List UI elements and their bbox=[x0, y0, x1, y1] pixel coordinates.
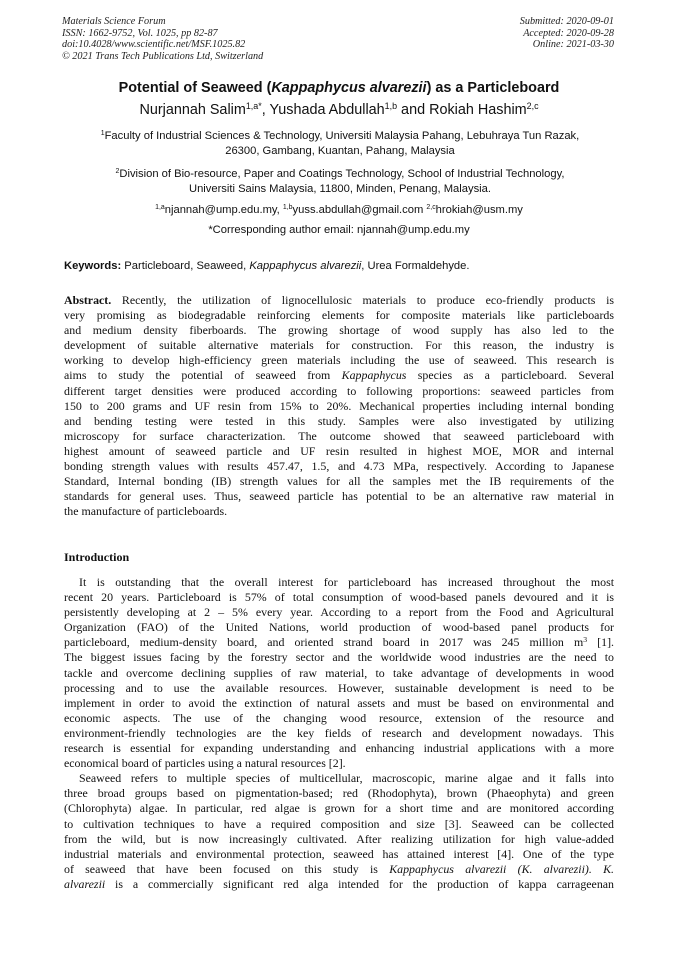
affiliation-2 bbox=[60, 167, 620, 197]
paper-title bbox=[0, 80, 678, 96]
paragraph-line: research is essential for expanding understanding and enhancing industrial applications with a more bbox=[64, 741, 614, 756]
paragraph-line: economical board of particles using a natural resources [2]. bbox=[64, 756, 346, 771]
paragraph-line: from the wild, but is now increasingly cultivated. After realizing utilization for high value-added bbox=[64, 831, 614, 846]
author-separator: and bbox=[397, 102, 430, 118]
affiliation-sup: 1 bbox=[100, 130, 105, 138]
abstract-label: Abstract. bbox=[64, 293, 112, 307]
paragraph-text: of seaweed that have been focused on this study is bbox=[64, 861, 390, 876]
paragraph-line: three broad groups based on pigmentation-based; red (Rhodophyta), brown (Phaeophyta) and green bbox=[64, 786, 614, 801]
email-address[interactable]: yuss.abdullah@gmail.com bbox=[292, 204, 427, 216]
abstract-line: different target densities were produced according to following proportions: seaweed particles from bbox=[64, 383, 614, 398]
email-sup: 1,b bbox=[282, 204, 293, 212]
email-sup: 2,c bbox=[426, 204, 436, 212]
abstract-line: and bending testing were tested in this study. Samples were also investigated by utilizing bbox=[64, 413, 614, 428]
abstract-text: species as a particleboard. Several bbox=[406, 368, 615, 383]
keywords-text: Particleboard, Seaweed, bbox=[121, 260, 250, 272]
paragraph-line: to cultivation techniques to have a required composition and size [3]. Seaweed can be collected bbox=[64, 816, 614, 831]
citation: [1]. bbox=[587, 635, 614, 650]
abstract bbox=[64, 293, 614, 519]
affiliation-1 bbox=[60, 129, 620, 159]
paragraph-line: implement in order to avoid the extinction of natural assets and must be based on environmental and bbox=[64, 695, 614, 710]
keywords-label: Keywords: bbox=[64, 260, 122, 272]
paragraph-line: (Chlorophyta) algae. In particular, red algae is grown for a short time and are monitored according bbox=[64, 801, 614, 816]
paragraph-line: recent 20 years. Particleboard is 57% of total consumption of wood-based panels devoured and it is bbox=[64, 590, 614, 605]
paragraph-line: It is outstanding that the overall interest for particleboard has increased throughout the most bbox=[79, 575, 614, 589]
journal-info bbox=[62, 16, 263, 62]
abstract-line: standards for general uses. Thus, seaweed particle has potential to be an alternative raw material in bbox=[64, 489, 614, 504]
paragraph-text: particleboard, medium-density board, and oriented strand board in 2017 was 245 million m bbox=[64, 635, 584, 650]
author-name: Rokiah Hashim bbox=[429, 102, 527, 118]
paragraph-line bbox=[64, 862, 614, 877]
email-address[interactable]: hrokiah@usm.my bbox=[435, 204, 523, 216]
abstract-line: highest amount of seaweed particle and UF resin resulted in highest MOE, MOR and internal bbox=[64, 443, 614, 458]
paragraph-text: is a commercially significant red alga intended for the production of kappa carrageenan bbox=[105, 876, 614, 891]
abstract-line: development of suitable alternative materials for construction. For this reason, the industry is bbox=[64, 338, 614, 353]
abstract-line: bonding strength values with results 457.47, 1.5, and 4.73 MPa, respectively. According to Japanese bbox=[64, 459, 614, 474]
author-name: Nurjannah Salim bbox=[139, 102, 246, 118]
submission-dates bbox=[520, 16, 614, 51]
journal-doi: doi:10.4028/www.scientific.net/MSF.1025.82 bbox=[62, 39, 246, 51]
abstract-line: working to develop high-efficiency green materials including the use of seaweed. This research is bbox=[64, 353, 614, 368]
affiliation-line: Division of Bio-resource, Paper and Coatings Technology, School of Industrial Technology, bbox=[119, 168, 565, 180]
abstract-line: Standard, Internal bonding (IB) strength values for all the samples met the IB requirements of the bbox=[64, 474, 614, 489]
abstract-text: Recently, the utilization of lignocellulosic materials to produce eco-friendly products is bbox=[111, 293, 614, 307]
title-species: Kappaphycus alvarezii bbox=[271, 80, 427, 96]
author-sup: 1,a* bbox=[245, 101, 262, 112]
abstract-line bbox=[64, 293, 614, 308]
paragraph-line: The biggest issues facing by the forestry sector and the worldwide wood industries are the need to bbox=[64, 650, 614, 665]
species-name: alvarezii bbox=[64, 876, 106, 891]
paragraph-line bbox=[64, 877, 614, 892]
online-date: Online: 2021-03-30 bbox=[532, 39, 614, 51]
section-heading-introduction: Introduction bbox=[64, 550, 130, 564]
paragraph-line: processing and to use the available resources. However, sustainable development is need to be bbox=[64, 680, 614, 695]
author-sup: 2,c bbox=[526, 101, 539, 112]
paragraph-line: environment-friendly technologies are the key fields of research and development nowadays. This bbox=[64, 725, 614, 740]
paragraph-line: persistently developing at 2 – 5% every year. According to a report from the Food and Agricultural bbox=[64, 605, 614, 620]
journal-name: Materials Science Forum bbox=[62, 16, 166, 27]
author-separator: , bbox=[261, 102, 270, 118]
accepted-date: Accepted: 2020-09-28 bbox=[523, 27, 614, 39]
unit-superscript: 3 bbox=[583, 635, 588, 645]
abstract-line bbox=[64, 368, 614, 383]
keywords-species: Kappaphycus alvarezii bbox=[249, 260, 362, 272]
affiliation-line: Universiti Sains Malaysia, 11800, Minden, Penang, Malaysia. bbox=[188, 183, 491, 196]
affiliation-line: Faculty of Industrial Sciences & Technology, Universiti Malaysia Pahang, Lebuhraya Tun Razak, bbox=[104, 130, 580, 142]
paragraph-line: economic aspects. The use of the changing wood resource, extension of the resource and bbox=[64, 710, 614, 725]
paragraph-line: industrial materials and environmental protection, seaweed has attained interest [4]. One of the type bbox=[64, 846, 614, 861]
email-sup: 1,a bbox=[155, 204, 165, 212]
author-name: Yushada Abdullah bbox=[269, 102, 385, 118]
introduction-body bbox=[64, 575, 614, 892]
paragraph-line bbox=[64, 635, 614, 650]
affiliation-line: 26300, Gambang, Kuantan, Pahang, Malaysia bbox=[225, 145, 455, 158]
abstract-line: very promising as biodegradable reinforcing elements for composite materials like particleboards bbox=[64, 308, 614, 323]
submitted-date: Submitted: 2020-09-01 bbox=[519, 16, 614, 27]
title-text-start: Potential of Seaweed ( bbox=[118, 80, 272, 96]
keywords bbox=[64, 260, 469, 272]
abstract-line: the manufacture of particleboards. bbox=[64, 504, 228, 519]
paragraph-line: Seaweed refers to multiple species of multicellular, macroscopic, marine algae and it falls into bbox=[79, 771, 614, 786]
abstract-line: and medium density fiberboards. The growing shortage of wood supply has also led to the bbox=[64, 323, 614, 338]
author-emails bbox=[0, 204, 678, 216]
journal-issn: ISSN: 1662-9752, Vol. 1025, pp 82-87 bbox=[62, 27, 218, 39]
title-text-end: ) as a Particleboard bbox=[426, 80, 560, 96]
abstract-text: aims to study the potential of seaweed from bbox=[64, 368, 342, 383]
paragraph-line: tackle and overcome declining supplies of raw material, to take advantage of developments in wood bbox=[64, 665, 614, 680]
email-address[interactable]: njannah@ump.edu.my, bbox=[164, 204, 283, 216]
abstract-line: microscopy for surface characterization. The outcome showed that seaweed particleboard with bbox=[64, 428, 614, 443]
affiliation-sup: 2 bbox=[115, 168, 120, 176]
paragraph-line: Organization (FAO) of the United Nations, world production of wood-based panel products for bbox=[64, 620, 614, 635]
keywords-text-end: , Urea Formaldehyde. bbox=[361, 260, 470, 272]
species-name: Kappaphycus alvarezii (K. alvarezii). K. bbox=[389, 861, 614, 876]
corresponding-author: *Corresponding author email: njannah@ump.edu.my bbox=[208, 224, 470, 236]
abstract-species: Kappaphycus bbox=[341, 368, 407, 383]
author-list bbox=[0, 102, 678, 118]
author-sup: 1,b bbox=[384, 101, 398, 112]
journal-copyright: © 2021 Trans Tech Publications Ltd, Switzerland bbox=[62, 50, 264, 62]
abstract-line: 150 to 200 grams and UF resin from 15% to 20%. Mechanical properties including internal bonding bbox=[64, 398, 614, 413]
